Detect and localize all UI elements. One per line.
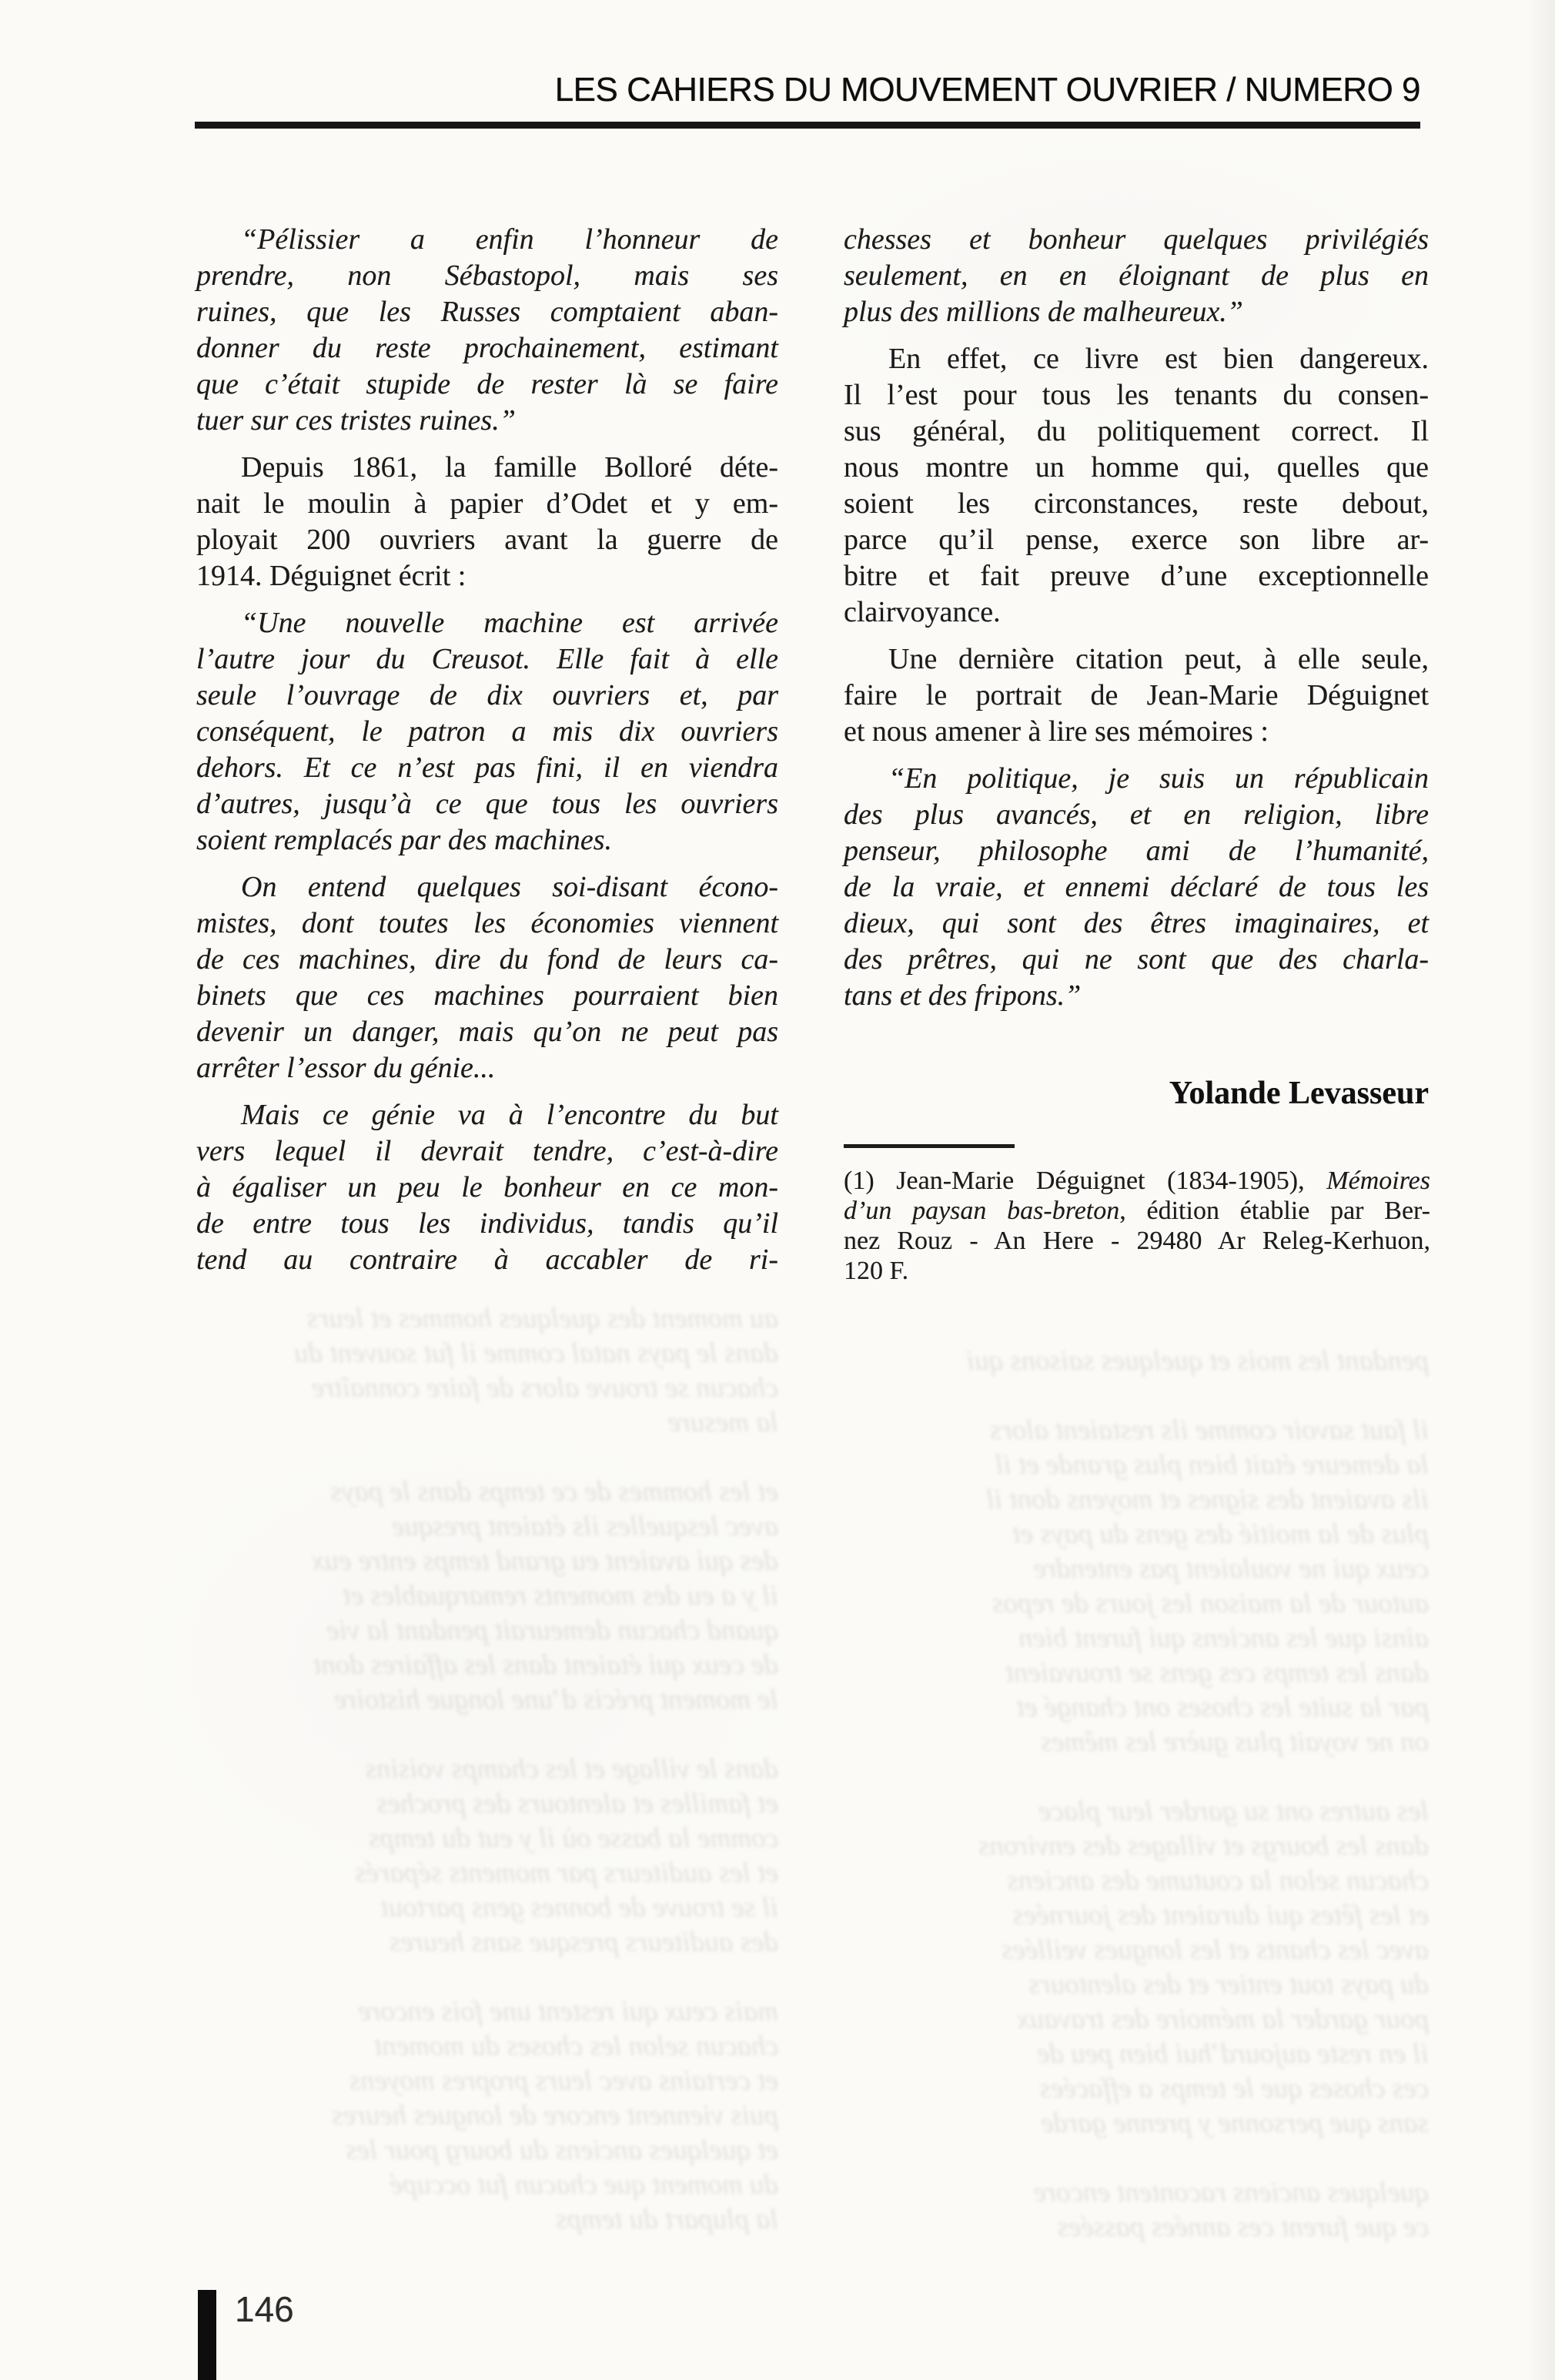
text-line: nous montre un homme qui, quelles que — [844, 451, 1429, 484]
text-line: prendre, non Sébastopol, mais ses — [196, 259, 778, 292]
bleed-through-line: ainsi que les anciens qui furent bien — [1018, 1622, 1429, 1654]
bleed-through-line — [844, 2141, 1429, 2175]
bleed-through-line: dans le village et les champs voisins — [365, 1753, 778, 1785]
bleed-through-line: dans les temps ces gens se trouvaient — [1005, 1657, 1429, 1689]
text-line: “En politique, je suis un républicain — [888, 762, 1429, 795]
text-line: En effet, ce livre est bien dangereux. — [888, 343, 1429, 375]
text-line: ployait 200 ouvriers avant la guerre de — [196, 524, 778, 556]
bleed-through-line: du pays tout entier et des alentours — [1028, 1969, 1429, 2000]
paragraph — [844, 222, 1429, 330]
footnote-segment: , édition établie par Ber- — [1119, 1197, 1430, 1225]
running-header: LES CAHIERS DU MOUVEMENT OUVRIER / NUMERO 9 — [554, 71, 1420, 109]
bleed-through-line: ces choses que le temps a effacées — [1039, 2073, 1429, 2104]
footnote-line — [844, 1196, 1430, 1226]
paragraph — [196, 869, 778, 1086]
paragraph — [844, 341, 1429, 631]
bleed-through-text-left — [196, 1301, 778, 2237]
bleed-through-text-right — [844, 1344, 1429, 2244]
page-number: 146 — [235, 2289, 294, 2329]
paragraph — [196, 1097, 778, 1278]
bleed-through-line: les autres ont su garder leur place — [1038, 1796, 1429, 1827]
bleed-through-line: au moment des quelques hommes et leurs — [306, 1303, 778, 1334]
text-line: clairvoyance. — [844, 596, 1001, 628]
text-line: tans et des fripons.” — [844, 979, 1082, 1012]
page-number-bar — [198, 2290, 216, 2380]
footnote-line — [844, 1226, 1430, 1256]
bleed-through-line — [844, 1378, 1429, 1413]
bleed-through-line: par la suite les choses ont changé et — [1016, 1692, 1429, 1723]
text-line: de ces machines, dire du fond de leurs ca- — [196, 943, 778, 976]
text-line: 1914. Déguignet écrit : — [196, 560, 466, 592]
paragraph — [844, 761, 1429, 1014]
text-line: tend au contraire à accabler de ri- — [196, 1244, 778, 1276]
text-line: “Pélissier a enfin l’honneur de — [241, 223, 778, 256]
paragraph — [196, 450, 778, 594]
text-line: que c’était stupide de rester là se faire — [196, 368, 778, 400]
text-line: conséquent, le patron a mis dix ouvriers — [196, 715, 778, 748]
right-column — [844, 222, 1429, 1014]
text-line: sus général, du politiquement correct. Il — [844, 415, 1429, 447]
text-line: bitre et fait preuve d’une exceptionnelle — [844, 560, 1429, 592]
paragraph — [844, 641, 1429, 750]
text-line: tuer sur ces tristes ruines.” — [196, 404, 516, 437]
text-line: des prêtres, qui ne sont que des charla- — [844, 943, 1429, 976]
paragraph — [196, 222, 778, 439]
bleed-through-line: chacun selon les choses du moment — [373, 2030, 778, 2062]
bleed-through-line: il se trouve de bonnes gens partout — [380, 1892, 778, 1923]
bleed-through-line: et les hommes de ce temps dans le pays — [330, 1476, 778, 1508]
footnote-line — [844, 1166, 1430, 1196]
text-line: l’autre jour du Creusot. Elle fait à elle — [196, 643, 778, 675]
text-line: devenir un danger, mais qu’on ne peut pas — [196, 1016, 778, 1048]
text-line: d’autres, jusqu’à ce que tous les ouvriers — [196, 788, 778, 820]
text-line: dehors. Et ce n’est pas fini, il en viendra — [196, 751, 778, 784]
footnote-line — [844, 1256, 1430, 1286]
text-line: binets que ces machines pourraient bien — [196, 979, 778, 1012]
text-line: mistes, dont toutes les économies viennent — [196, 907, 778, 939]
bleed-through-line — [196, 1960, 778, 1994]
bleed-through-line: et quelques anciens du bourg pour les — [346, 2134, 778, 2166]
text-line: Une dernière citation peut, à elle seule, — [888, 643, 1429, 675]
footnote-italic-segment: d’un paysan bas-breton — [844, 1197, 1120, 1225]
bleed-through-line: des qui avaient eu grand temps entre eux — [312, 1545, 778, 1577]
bleed-through-line: ceux qui ne voulaient pas entendre — [1033, 1553, 1429, 1585]
bleed-through-line: et les auditeurs par moments séparés — [355, 1857, 778, 1889]
text-line: “Une nouvelle machine est arrivée — [241, 607, 778, 639]
bleed-through-line: du moment que chacun fut occupé — [390, 2169, 778, 2201]
bleed-through-line: comme la basse où il y eut du temps — [368, 1823, 778, 1854]
text-line: Il l’est pour tous les tenants du consen- — [844, 379, 1429, 411]
header-rule — [195, 122, 1420, 129]
bleed-through-line: autour de la maison les jours de repos — [992, 1588, 1429, 1619]
bleed-through-line: il en reste aujourd’hui bien peu de — [1037, 2038, 1429, 2070]
bleed-through-line: dans les bourgs et villages des environs — [978, 1830, 1429, 1862]
text-line: dieux, qui sont des êtres imaginaires, et — [844, 907, 1429, 939]
bleed-through-line: et certains avec leurs propres moyens — [349, 2065, 778, 2097]
text-line: Depuis 1861, la famille Bolloré déte- — [241, 451, 778, 484]
bleed-through-line: quelques anciens racontent encore — [1033, 2177, 1429, 2208]
text-line: ruines, que les Russes comptaient aban- — [196, 296, 778, 328]
bleed-through-line: le moment précis d’une longue histoire — [333, 1684, 778, 1716]
text-line: chesses et bonheur quelques privilégiés — [844, 223, 1429, 256]
text-line: soient les circonstances, reste debout, — [844, 487, 1429, 520]
text-line: de la vraie, et ennemi déclaré de tous les — [844, 871, 1429, 903]
bleed-through-line: il faut savoir comme ils restaient alors — [989, 1414, 1429, 1446]
bleed-through-line — [196, 1440, 778, 1475]
bleed-through-line: sans que personne y prenne garde — [1041, 2107, 1429, 2139]
bleed-through-line: pendant les mois et quelques saisons qui — [966, 1345, 1429, 1377]
text-line: à égaliser un peu le bonheur en ce mon- — [196, 1171, 778, 1203]
text-line: des plus avancés, et en religion, libre — [844, 798, 1429, 831]
footnote-rule — [844, 1144, 1015, 1148]
bleed-through-line: puis viennent encore de longues heures — [332, 2100, 778, 2131]
text-line: de entre tous les individus, tandis qu’il — [196, 1207, 778, 1240]
text-line: vers lequel il devrait tendre, c’est-à-dire — [196, 1135, 778, 1167]
text-line: donner du reste prochainement, estimant — [196, 332, 778, 364]
bleed-through-line — [196, 1717, 778, 1752]
bleed-through-line: il y a eu des moments remarquables et — [343, 1580, 778, 1612]
bleed-through-line: avec lesquelles ils étaient presque — [391, 1511, 778, 1542]
text-line: seulement, en en éloignant de plus en — [844, 259, 1429, 292]
left-column — [196, 222, 778, 1278]
bleed-through-line: de ceux qui étaient dans les affaires dont — [313, 1649, 778, 1681]
bleed-through-line: quand chacun demeurait pendant la vie — [326, 1615, 778, 1646]
bleed-through-line: ce que furent ces années passées — [1057, 2211, 1429, 2243]
bleed-through-line: on ne voyait plus guère les mêmes — [1040, 1726, 1429, 1758]
bleed-through-line: la mesure — [667, 1407, 778, 1438]
footnote-segment: nez Rouz - An Here - 29480 Ar Releg-Kerhuon, — [844, 1227, 1430, 1255]
text-line: faire le portrait de Jean-Marie Déguignet — [844, 679, 1429, 711]
text-line: arrêter l’essor du génie... — [196, 1052, 496, 1084]
text-line: penseur, philosophe ami de l’humanité, — [844, 835, 1429, 867]
bleed-through-line: et les fêtes qui duraient des journées — [1012, 1900, 1429, 1931]
text-line: nait le moulin à papier d’Odet et y em- — [196, 487, 778, 520]
bleed-through-line: avec les chants et les longues veillées — [1002, 1934, 1429, 1966]
bleed-through-line: chacun selon la coutume des anciens — [1007, 1865, 1429, 1896]
text-line: et nous amener à lire ses mémoires : — [844, 715, 1269, 748]
bleed-through-line: mais ceux qui restent une fois encore — [358, 1996, 778, 2027]
bleed-through-line — [844, 1759, 1429, 1794]
bleed-through-line: des auditeurs presque sans heures — [390, 1926, 778, 1958]
bleed-through-line: plus de la moitié des gens du pays et — [1012, 1518, 1429, 1550]
paragraph — [196, 605, 778, 859]
footnote-segment: (1) Jean-Marie Déguignet (1834-1905), — [844, 1167, 1327, 1195]
footnote-segment: 120 F. — [844, 1257, 909, 1285]
bleed-through-line: la plupart du temps — [556, 2204, 778, 2235]
footnote — [844, 1166, 1430, 1286]
text-line: Mais ce génie va à l’encontre du but — [241, 1099, 778, 1131]
author-signature: Yolande Levasseur — [1169, 1076, 1429, 1111]
bleed-through-line: chacun se trouve alors de faire connaître — [311, 1372, 778, 1404]
text-line: seule l’ouvrage de dix ouvriers et, par — [196, 679, 778, 711]
bleed-through-line: et familles et alentours des proches — [376, 1788, 778, 1819]
text-line: On entend quelques soi-disant écono- — [241, 871, 778, 903]
bleed-through-line: dans le pays natal comme il fut souvent du — [294, 1337, 778, 1369]
bleed-through-line: ils avaient des signes et moyens dont il — [986, 1484, 1429, 1515]
footnote-italic-segment: Mémoires — [1326, 1167, 1430, 1195]
text-line: parce qu’il pense, exerce son libre ar- — [844, 524, 1429, 556]
text-line: soient remplacés par des machines. — [196, 824, 612, 856]
scan-edge-shadow — [1527, 0, 1555, 2380]
text-line: plus des millions de malheureux.” — [844, 296, 1243, 328]
bleed-through-line: pour garder la mémoire des travaux — [1017, 2003, 1429, 2035]
bleed-through-line: la demeure était bien plus grande et il — [995, 1449, 1429, 1481]
